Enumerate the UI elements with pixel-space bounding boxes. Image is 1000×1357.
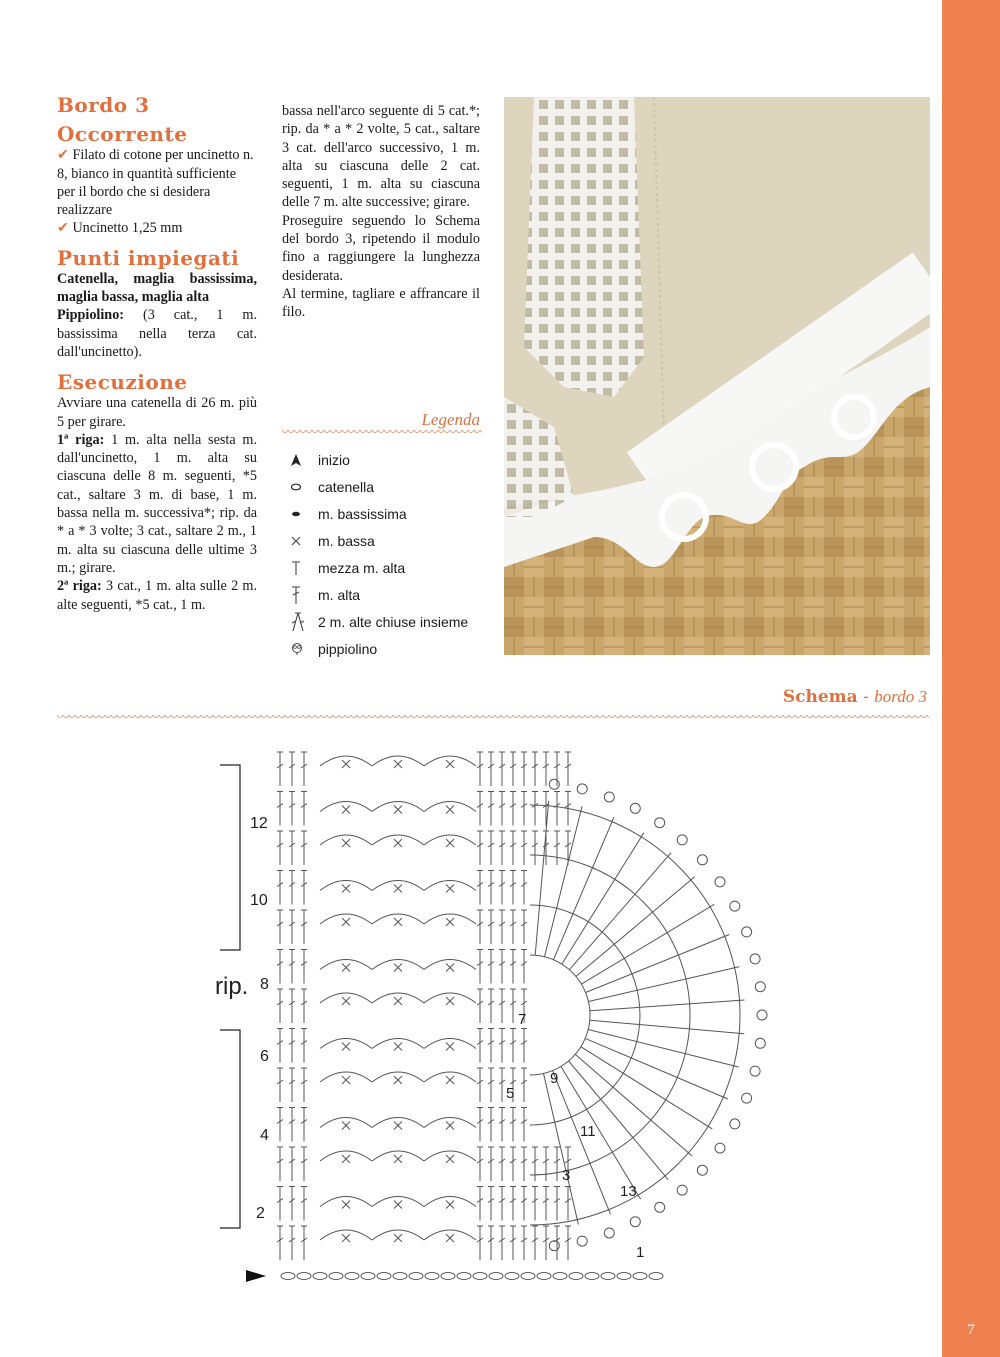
double-crochet-icon — [282, 585, 318, 605]
legend-item: 2 m. alte chiuse insieme — [282, 608, 482, 635]
row-number: 4 — [260, 1127, 269, 1144]
single-crochet-icon — [282, 535, 318, 547]
esecuzione-heading: Esecuzione — [57, 370, 188, 395]
legend-item: pippiolino — [282, 635, 482, 662]
occorrente-heading: Occorrente — [57, 122, 188, 147]
start-arrow-icon — [282, 453, 318, 467]
check-icon: ✔ — [57, 147, 69, 164]
legend-list — [282, 446, 482, 662]
row-number: 2 — [256, 1205, 265, 1222]
occorrente-item-yarn: ✔ Filato di cotone per uncinetto n. 8, bianco in quantità sufficiente per il bordo che si desidera realizzare — [57, 147, 254, 219]
pippiolino-definition: Pippiolino: (3 cat., 1 m. bassissima nella terza cat. dall'uncinetto). — [57, 307, 257, 360]
double-together-icon — [282, 611, 318, 633]
row-number: 12 — [250, 815, 268, 832]
inner-row-number: 7 — [518, 1011, 527, 1028]
legend-heading: Legenda — [421, 410, 480, 429]
inner-row-number: 5 — [506, 1085, 515, 1102]
left-column — [57, 93, 258, 614]
page-title: Bordo 3 — [57, 93, 150, 117]
riga-2-continued: bassa nell'arco seguente di 5 cat.*; rip. da * a * 2 volte, 5 cat., saltare 3 cat. dell'arco successivo, 1 m. alta su ciascuna delle 2 cat. seguenti, 1 m. alta su ciascuna delle 7 m. alte successive; girare. — [282, 103, 480, 211]
middle-column — [282, 102, 480, 322]
punti-list: Catenella, maglia bassissima, maglia bassa, maglia alta — [57, 270, 257, 306]
lace-border-photo — [504, 97, 930, 655]
side-color-band — [942, 0, 1000, 1357]
punti-heading: Punti impiegati — [57, 245, 240, 270]
riga-1: 1ª riga: 1 m. alta nella sesta m. dall'uncinetto, 1 m. alta su ciascuna delle 8 m. seguenti, *5 cat., saltare 3 m. di base, 1 m. bassa nella m. successiva*; rip. da * a * 3 volte; 3 cat., saltare 2 m., 1 m. alta su ciascuna delle ultime 3 m.; girare. — [57, 431, 258, 576]
rip-label: rip. — [215, 973, 249, 1000]
half-double-icon — [282, 560, 318, 576]
legend-item: catenella — [282, 473, 482, 500]
riga-2: 2ª riga: 3 cat., 1 m. alta sulle 2 m. alte seguenti, *5 cat., 1 m. — [57, 578, 258, 613]
proseguire-text: Proseguire seguendo lo Schema del bordo 3, ripetendo il modulo fino a raggiungere la lunghezza desiderata. — [282, 212, 480, 284]
esecuzione-intro: Avviare una catenella di 26 m. più 5 per girare. — [57, 395, 257, 430]
page-number: 7 — [967, 1322, 975, 1338]
legend — [282, 410, 482, 662]
legend-item: m. bassa — [282, 527, 482, 554]
occorrente-item-hook: ✔ Uncinetto 1,25 mm — [57, 220, 183, 237]
picot-icon — [282, 642, 318, 656]
row-number: 8 — [260, 976, 269, 993]
inner-row-number: 3 — [562, 1167, 571, 1184]
crochet-chart-svg — [200, 750, 840, 1290]
inner-row-number: 13 — [620, 1183, 637, 1200]
schema-header — [57, 687, 929, 721]
check-icon: ✔ — [57, 220, 69, 237]
termine-text: Al termine, tagliare e affrancare il filo. — [282, 285, 480, 321]
row-number: 6 — [260, 1048, 269, 1065]
legend-item: mezza m. alta — [282, 554, 482, 581]
inner-row-number: 11 — [580, 1123, 596, 1140]
chain-icon — [282, 482, 318, 492]
legend-item: m. bassissima — [282, 500, 482, 527]
wavy-divider — [57, 715, 929, 721]
row-number: 10 — [250, 892, 268, 909]
legend-item: inizio — [282, 446, 482, 473]
legend-item: m. alta — [282, 581, 482, 608]
inner-row-number: 1 — [636, 1244, 645, 1261]
slip-stitch-icon — [282, 509, 318, 519]
wavy-divider — [282, 430, 482, 436]
start-arrow-icon — [246, 1270, 266, 1282]
inner-row-number: 9 — [550, 1070, 559, 1087]
crochet-chart — [200, 750, 840, 1290]
schema-title: Schema - bordo 3 — [782, 687, 927, 707]
